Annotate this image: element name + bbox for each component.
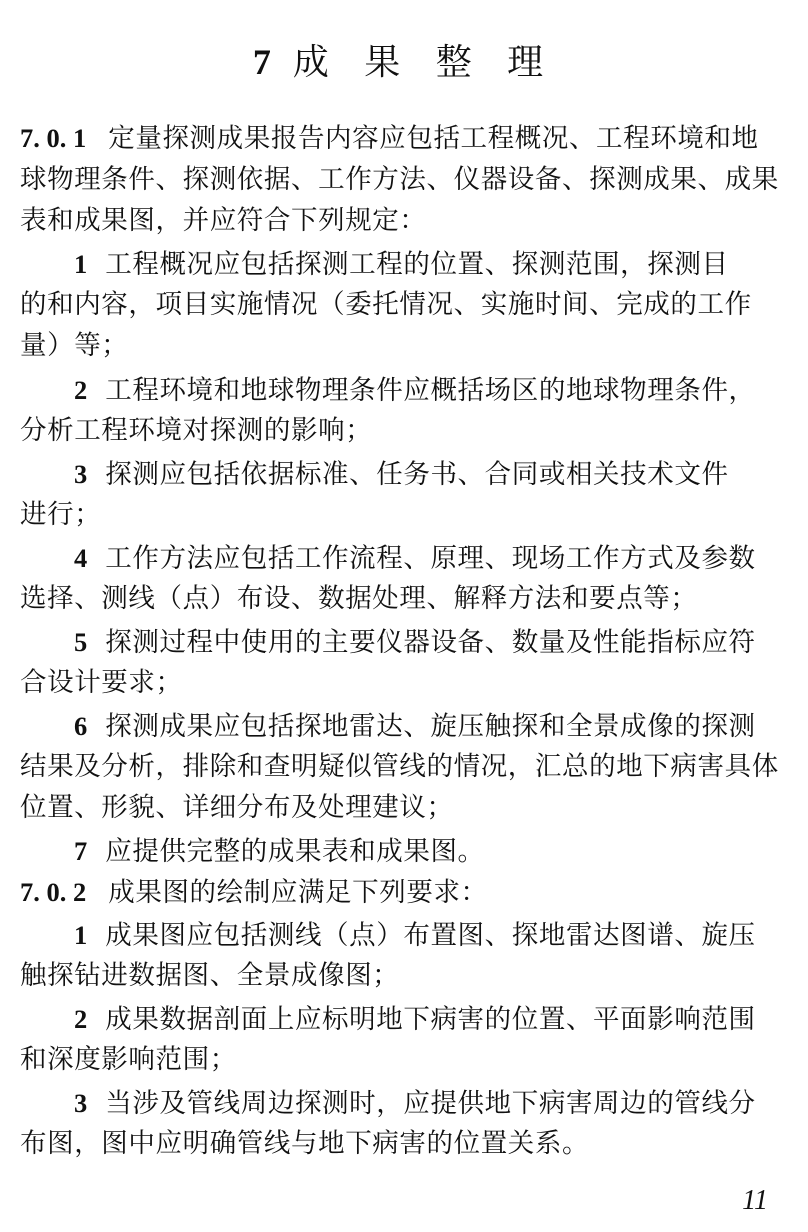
item-2-line-1: 2 成果数据剖面上应标明地下病害的位置、平面影响范围	[74, 1004, 756, 1035]
item-2-line-2: 和深度影响范围；	[20, 1044, 237, 1075]
item-5-line-1: 5 探测过程中使用的主要仪器设备、数量及性能指标应符	[74, 627, 756, 658]
item-2-line-1: 2 工程环境和地球物理条件应概括场区的地球物理条件，	[74, 375, 756, 406]
item-1-line-3: 量）等；	[20, 330, 129, 361]
item-7-line-1: 7 应提供完整的成果表和成果图。	[74, 836, 485, 867]
clause-7-0-1-line-1: 7. 0. 1 定量探测成果报告内容应包括工程概况、工程环境和地	[20, 123, 759, 154]
item-1-line-2: 的和内容，项目实施情况（委托情况、实施时间、完成的工作	[20, 289, 752, 320]
item-4-line-1: 4 工作方法应包括工作流程、原理、现场工作方式及参数	[74, 543, 756, 574]
item-1-line-1: 1 成果图应包括测线（点）布置图、探地雷达图谱、旋压	[74, 920, 756, 951]
item-6-line-2: 结果及分析，排除和查明疑似管线的情况，汇总的地下病害具体	[20, 751, 779, 782]
item-3-line-1: 3 探测应包括依据标准、任务书、合同或相关技术文件	[74, 459, 729, 490]
item-3-line-2: 进行；	[20, 499, 102, 530]
item-4-line-2: 选择、测线（点）布设、数据处理、解释方法和要点等；	[20, 583, 698, 614]
clause-number: 7. 0. 1	[20, 123, 87, 153]
item-1-line-2: 触探钻进数据图、全景成像图；	[20, 960, 400, 991]
item-6-line-3: 位置、形貌、详细分布及处理建议；	[20, 792, 454, 823]
item-1-line-1: 1 工程概况应包括探测工程的位置、探测范围，探测目	[74, 249, 729, 280]
clause-7-0-2-line-1: 7. 0. 2 成果图的绘制应满足下列要求：	[20, 877, 488, 908]
chapter-number: 7	[252, 42, 271, 83]
page-number: 11	[742, 1185, 768, 1216]
clause-number: 7. 0. 2	[20, 877, 87, 907]
item-3-line-1: 3 当涉及管线周边探测时，应提供地下病害周边的管线分	[74, 1088, 756, 1119]
chapter-title	[0, 34, 808, 85]
clause-7-0-1-line-3: 表和成果图，并应符合下列规定：	[20, 205, 427, 236]
clause-7-0-1-line-2: 球物理条件、探测依据、工作方法、仪器设备、探测成果、成果	[20, 164, 779, 195]
chapter-title-text: 成 果 整 理	[292, 42, 556, 84]
item-3-line-2: 布图，图中应明确管线与地下病害的位置关系。	[20, 1128, 590, 1159]
item-6-line-1: 6 探测成果应包括探地雷达、旋压触探和全景成像的探测	[74, 711, 756, 742]
item-2-line-2: 分析工程环境对探测的影响；	[20, 415, 373, 446]
item-5-line-2: 合设计要求；	[20, 667, 183, 698]
